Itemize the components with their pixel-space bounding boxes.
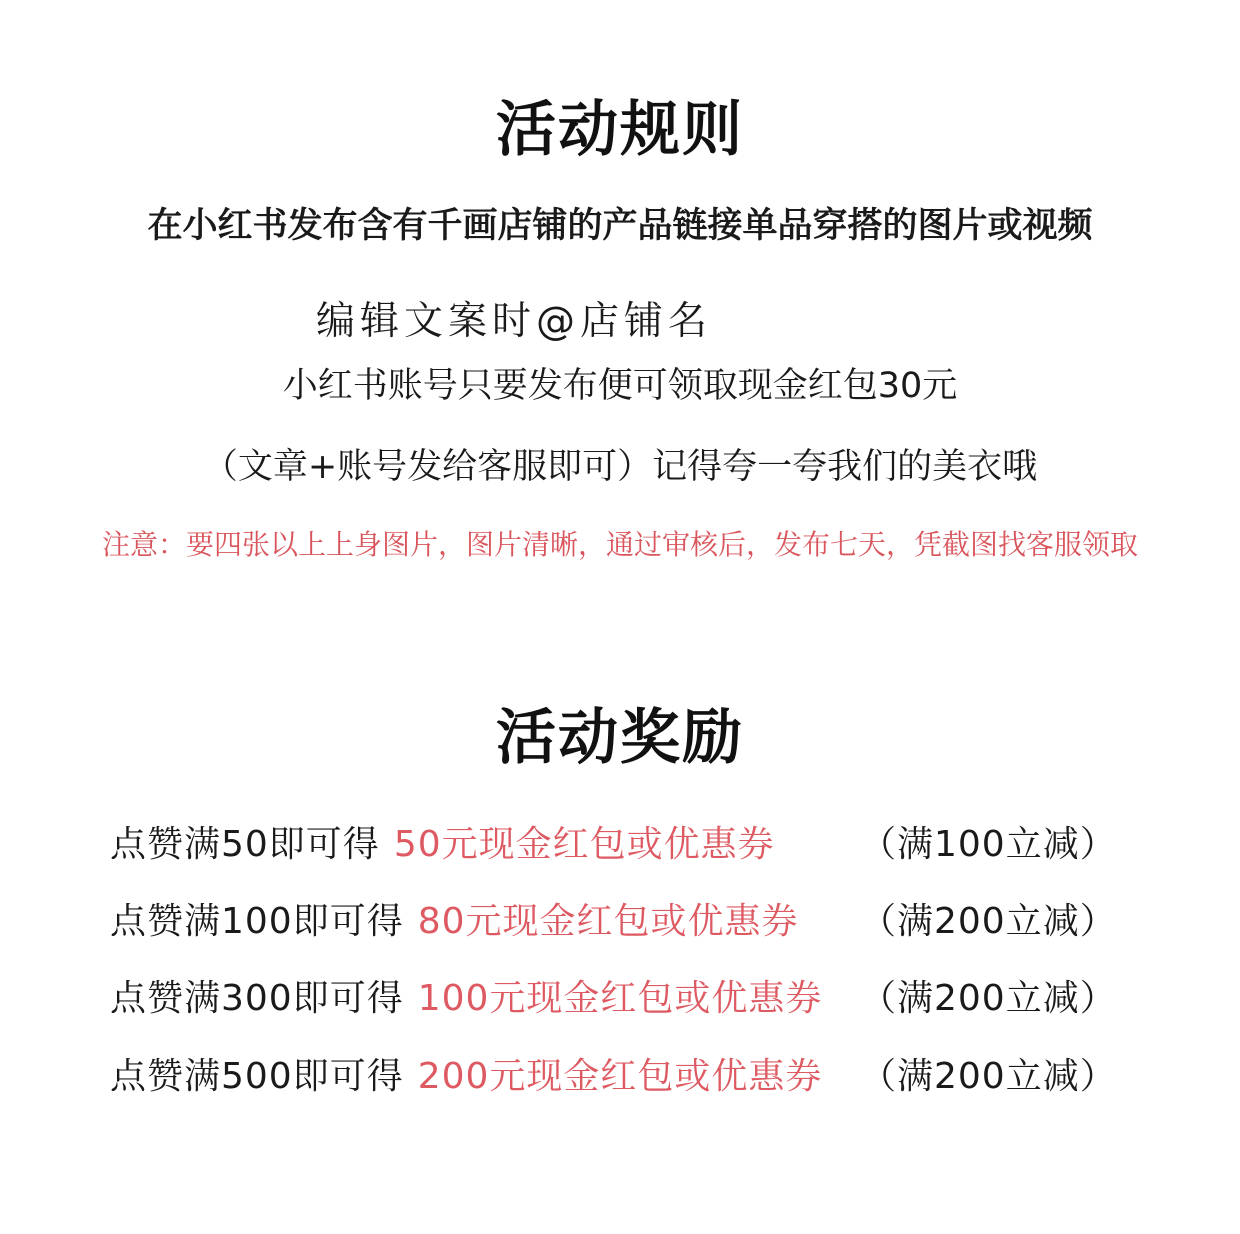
reward-row (110, 816, 1117, 867)
reward-condition: 点赞满500即可得 (110, 1056, 404, 1097)
rule-line-cash-reward: 小红书账号只要发布便可领取现金红包30元 (282, 366, 958, 406)
rules-title: 活动规则 (496, 95, 744, 165)
reward-prize: 50元现金红包或优惠券 (393, 824, 775, 865)
reward-condition: 点赞满100即可得 (110, 901, 404, 942)
rewards-title: 活动奖励 (496, 703, 744, 773)
reward-prize: 80元现金红包或优惠券 (417, 901, 799, 942)
reward-row (110, 893, 1117, 944)
reward-row (110, 1048, 1117, 1099)
rule-line-mention: 编辑文案时@店铺名 (316, 299, 713, 344)
reward-threshold: （满200立减） (860, 901, 1117, 942)
reward-condition: 点赞满50即可得 (110, 824, 380, 865)
reward-threshold: （满100立减） (860, 824, 1117, 865)
reward-prize: 200元现金红包或优惠券 (417, 1056, 823, 1097)
rule-line-publish: 在小红书发布含有千画店铺的产品链接单品穿搭的图片或视频 (147, 206, 1093, 246)
rule-note: 注意：要四张以上上身图片，图片清晰，通过审核后，发布七天，凭截图找客服领取 (101, 528, 1138, 561)
reward-condition: 点赞满300即可得 (110, 978, 404, 1019)
reward-row (110, 970, 1117, 1021)
reward-prize: 100元现金红包或优惠券 (417, 978, 823, 1019)
reward-threshold: （满200立减） (860, 1056, 1117, 1097)
rule-line-contact: （文章+账号发给客服即可）记得夸一夸我们的美衣哦 (202, 447, 1038, 487)
reward-threshold: （满200立减） (860, 978, 1117, 1019)
